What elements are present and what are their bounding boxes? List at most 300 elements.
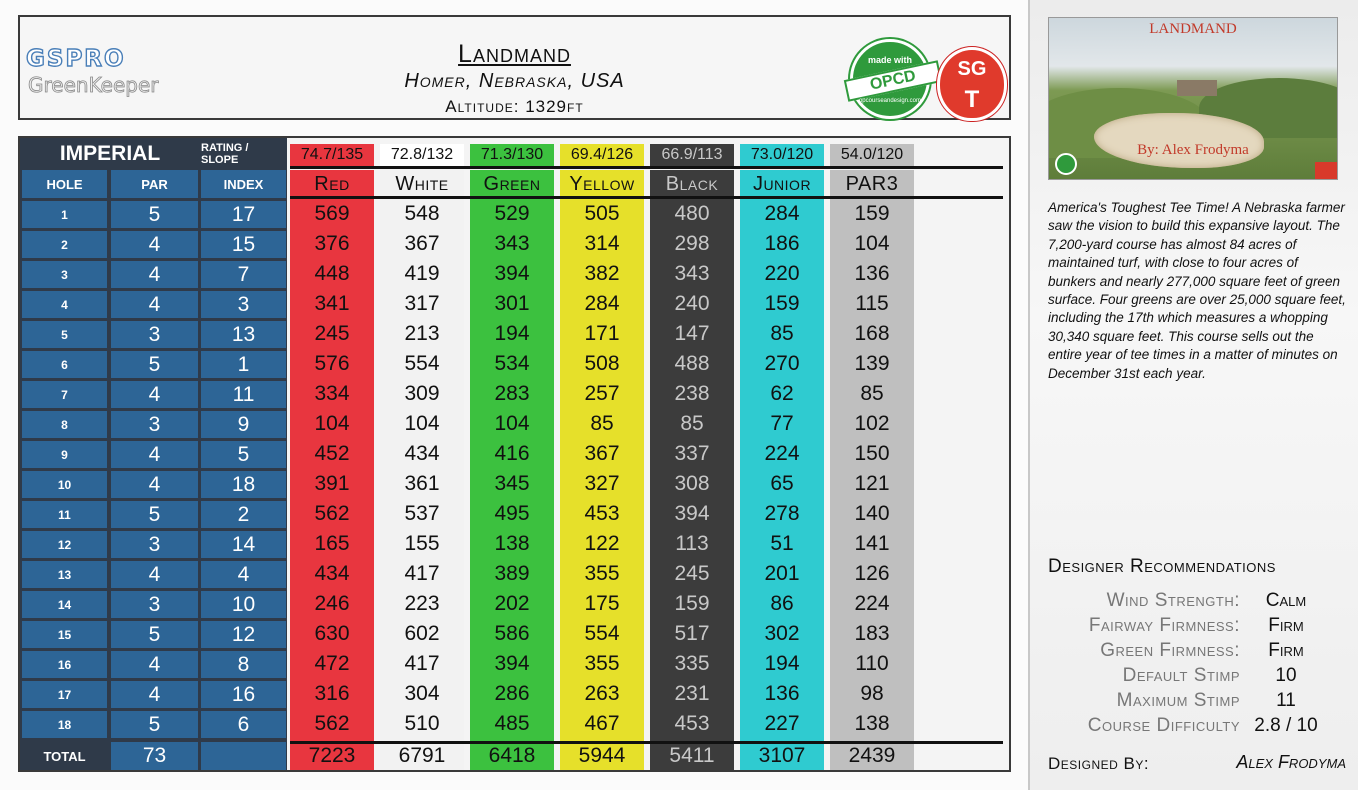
yardage-cell: 159 <box>854 202 890 225</box>
total-label: TOTAL <box>22 742 107 770</box>
yardage-cell: 517 <box>674 622 710 645</box>
yardage-cell: 453 <box>674 712 710 735</box>
hole-number-cell <box>22 351 107 378</box>
par-cell-value: 4 <box>148 232 161 256</box>
yardage-cell: 304 <box>404 682 440 705</box>
index-cell-value: 3 <box>237 292 250 316</box>
yardage-cell: 155 <box>404 532 440 555</box>
yardage-cell: 283 <box>494 382 530 405</box>
hole-number-cell-value: 17 <box>57 687 72 702</box>
yardage-cell: 150 <box>854 442 890 465</box>
hole-column-header: HOLE <box>22 170 107 198</box>
yardage-cell: 391 <box>314 472 350 495</box>
hole-number-cell-value: 1 <box>61 207 68 222</box>
index-cell <box>201 321 286 348</box>
yardage-cell: 245 <box>314 322 350 345</box>
yardage-cell: 337 <box>674 442 710 465</box>
yardage-cell: 122 <box>584 532 620 555</box>
yardage-cell: 104 <box>494 412 530 435</box>
index-cell <box>201 561 286 588</box>
yardage-cell: 416 <box>494 442 530 465</box>
hole-number-cell-value: 7 <box>61 387 68 402</box>
recommendation-value: 2.8 / 10 <box>1254 715 1318 736</box>
index-cell-value: 18 <box>231 472 256 496</box>
tee-total: 7223 <box>308 744 356 767</box>
index-cell <box>201 501 286 528</box>
yardage-cell: 367 <box>404 232 440 255</box>
hole-number-cell <box>22 411 107 438</box>
hole-number-cell <box>22 291 107 318</box>
index-cell-value: 2 <box>237 502 250 526</box>
par-cell <box>111 291 198 318</box>
yardage-cell: 316 <box>314 682 350 705</box>
hole-number-cell-value: 4 <box>61 297 68 312</box>
index-cell-value: 6 <box>237 712 250 736</box>
index-cell <box>201 201 286 228</box>
yardage-cell: 257 <box>584 382 620 405</box>
tee-name: PAR3 <box>830 170 914 198</box>
hole-number-cell <box>22 501 107 528</box>
yardage-cell: 630 <box>314 622 350 645</box>
sgt-badge-icon <box>937 47 1007 121</box>
opcd-badge-icon <box>850 39 930 119</box>
yardage-cell: 448 <box>314 262 350 285</box>
tee-column-par3 <box>830 138 914 770</box>
tee-total: 2439 <box>848 744 896 767</box>
gspro-logo: GSPRO <box>26 46 126 72</box>
course-altitude: Altitude: 1329ft <box>445 97 584 116</box>
par-cell <box>111 711 198 738</box>
yardage-cell: 98 <box>860 682 884 705</box>
par-cell-value: 4 <box>148 562 161 586</box>
hole-number-cell <box>22 681 107 708</box>
index-cell <box>201 381 286 408</box>
yardage-cell: 85 <box>770 322 794 345</box>
index-cell <box>201 531 286 558</box>
yardage-cell: 355 <box>584 652 620 675</box>
yardage-cell: 586 <box>494 622 530 645</box>
index-cell <box>201 291 286 318</box>
yardage-cell: 537 <box>404 502 440 525</box>
yardage-cell: 175 <box>584 592 620 615</box>
recommendation-row <box>1036 665 1358 690</box>
yardage-cell: 183 <box>854 622 890 645</box>
preview-title: LANDMAND <box>1149 21 1237 37</box>
hole-number-cell <box>22 531 107 558</box>
recommendation-row <box>1036 715 1358 740</box>
recommendation-label: Fairway Firmness: <box>1088 615 1240 636</box>
index-cell-value: 1 <box>237 352 250 376</box>
yardage-cell: 417 <box>404 652 440 675</box>
yardage-cell: 301 <box>494 292 530 315</box>
yardage-cell: 394 <box>674 502 710 525</box>
par-cell-value: 4 <box>148 262 161 286</box>
preview-clubhouse <box>1177 80 1217 96</box>
yardage-cell: 126 <box>854 562 890 585</box>
index-cell-value: 17 <box>231 202 256 226</box>
yardage-cell: 376 <box>314 232 350 255</box>
scorecard-header <box>18 15 1011 120</box>
yardage-cell: 308 <box>674 472 710 495</box>
yardage-cell: 104 <box>314 412 350 435</box>
index-cell <box>201 231 286 258</box>
hole-number-cell <box>22 441 107 468</box>
yardage-cell: 508 <box>584 352 620 375</box>
yardage-cell: 86 <box>770 592 794 615</box>
yardage-cell: 136 <box>854 262 890 285</box>
opcd-badge-bottom-text: opcourseandesign.com <box>858 98 922 104</box>
recommendation-label: Maximum Stimp <box>1116 690 1240 711</box>
yardage-cell: 467 <box>584 712 620 735</box>
yardage-cell: 394 <box>494 652 530 675</box>
par-cell-value: 4 <box>148 382 161 406</box>
index-cell-value: 14 <box>231 532 256 556</box>
par-cell <box>111 531 198 558</box>
yardage-cell: 62 <box>770 382 794 405</box>
yardage-cell: 554 <box>404 352 440 375</box>
index-cell-value: 10 <box>231 592 256 616</box>
recommendation-row <box>1036 690 1358 715</box>
tee-yardage-list <box>830 199 914 770</box>
par-cell-value: 4 <box>148 682 161 706</box>
course-info-panel <box>1036 0 1358 790</box>
yardage-cell: 569 <box>314 202 350 225</box>
yardage-cell: 65 <box>770 472 794 495</box>
hole-number-cell-value: 13 <box>57 567 72 582</box>
recommendation-row <box>1036 615 1358 640</box>
par-cell-value: 5 <box>148 352 161 376</box>
yardage-cell: 343 <box>494 232 530 255</box>
header-divider-top <box>290 166 1003 169</box>
tee-yardage-list <box>740 199 824 770</box>
tee-column-red <box>290 138 374 770</box>
hole-number-cell <box>22 591 107 618</box>
tee-rating: 54.0/120 <box>830 144 914 166</box>
index-cell <box>201 351 286 378</box>
tee-yardage-list <box>290 199 374 770</box>
par-cell <box>111 351 198 378</box>
yardage-cell: 240 <box>674 292 710 315</box>
par-cell-value: 5 <box>148 712 161 736</box>
par-cell <box>111 681 198 708</box>
index-column-header: INDEX <box>201 170 286 198</box>
tee-rating: 74.7/135 <box>290 144 374 166</box>
opcd-badge-main-text: OPCD <box>844 60 942 101</box>
units-label: IMPERIAL <box>22 140 198 168</box>
index-cell <box>201 681 286 708</box>
par-cell <box>111 621 198 648</box>
yardage-cell: 345 <box>494 472 530 495</box>
yardage-cell: 361 <box>404 472 440 495</box>
par-cell-value: 5 <box>148 622 161 646</box>
yardage-cell: 51 <box>770 532 794 555</box>
hole-number-cell-value: 9 <box>61 447 68 462</box>
par-cell <box>111 231 198 258</box>
yardage-cell: 77 <box>770 412 794 435</box>
rating-slope-label: RATING / SLOPE <box>201 140 286 168</box>
hole-number-cell <box>22 321 107 348</box>
yardage-cell: 434 <box>404 442 440 465</box>
par-cell-value: 5 <box>148 502 161 526</box>
yardage-cell: 194 <box>494 322 530 345</box>
par-cell <box>111 261 198 288</box>
tee-name: Red <box>290 170 374 198</box>
yardage-cell: 334 <box>314 382 350 405</box>
par-column-header: PAR <box>111 170 198 198</box>
yardage-cell: 309 <box>404 382 440 405</box>
hole-number-cell <box>22 621 107 648</box>
yardage-cell: 505 <box>584 202 620 225</box>
par-cell-value: 3 <box>148 532 161 556</box>
tee-column-yellow <box>560 138 644 770</box>
yardage-cell: 159 <box>764 292 800 315</box>
recommendations-title: Designer Recommendations <box>1048 556 1276 577</box>
yardage-cell: 355 <box>584 562 620 585</box>
tee-name: Green <box>470 170 554 198</box>
designed-by-label: Designed By: <box>1048 754 1150 773</box>
hole-number-cell-value: 2 <box>61 237 68 252</box>
index-cell-value: 7 <box>237 262 250 286</box>
yardage-cell: 104 <box>404 412 440 435</box>
par-cell-value: 4 <box>148 442 161 466</box>
yardage-cell: 419 <box>404 262 440 285</box>
yardage-cell: 510 <box>404 712 440 735</box>
sgt-badge-bottom-text: T <box>964 86 980 113</box>
tee-column-junior <box>740 138 824 770</box>
yardage-cell: 238 <box>674 382 710 405</box>
yardage-cell: 341 <box>314 292 350 315</box>
tee-column-black <box>650 138 734 770</box>
yardage-cell: 246 <box>314 592 350 615</box>
total-divider <box>290 741 1003 744</box>
tee-rating: 69.4/126 <box>560 144 644 166</box>
index-cell-value: 5 <box>237 442 250 466</box>
hole-number-cell <box>22 231 107 258</box>
yardage-cell: 138 <box>854 712 890 735</box>
yardage-cell: 534 <box>494 352 530 375</box>
hole-number-cell <box>22 261 107 288</box>
yardage-cell: 140 <box>854 502 890 525</box>
yardage-cell: 394 <box>494 262 530 285</box>
course-location: Homer, Nebraska, USA <box>404 70 625 92</box>
index-cell <box>201 591 286 618</box>
yardage-cell: 227 <box>764 712 800 735</box>
hole-number-cell-value: 12 <box>57 537 72 552</box>
index-cell-value: 4 <box>237 562 250 586</box>
par-cell-value: 3 <box>148 412 161 436</box>
yardage-cell: 224 <box>764 442 800 465</box>
tee-rating: 73.0/120 <box>740 144 824 166</box>
yardage-cell: 472 <box>314 652 350 675</box>
yardage-cell: 452 <box>314 442 350 465</box>
yardage-cell: 194 <box>764 652 800 675</box>
par-cell <box>111 651 198 678</box>
tee-yardage-list <box>560 199 644 770</box>
index-cell-value: 9 <box>237 412 250 436</box>
par-cell <box>111 591 198 618</box>
index-cell-value: 15 <box>231 232 256 256</box>
yardage-cell: 554 <box>584 622 620 645</box>
yardage-cell: 314 <box>584 232 620 255</box>
course-description: America's Toughest Tee Time! A Nebraska farmer saw the vision to build this expansive layout. The 7,200-yard course has almost 84 acres of maintained turf, with close to four acres of bunkers and nearly 277,000 square feet of green surface. Four greens are over 25,000 square feet, including the 17th which measures a whopping 30,340 square feet. This course sells out the entire year of tee times in a matter of minutes on December 31st each year. <box>1048 200 1346 381</box>
scorecard-table <box>18 136 1011 772</box>
hole-number-cell-value: 10 <box>57 477 72 492</box>
tee-total: 5944 <box>578 744 626 767</box>
tee-total: 6418 <box>488 744 536 767</box>
par-cell <box>111 471 198 498</box>
tee-rating: 72.8/132 <box>380 144 464 166</box>
tee-yardage-list <box>380 199 464 770</box>
course-preview-image <box>1048 17 1338 180</box>
index-cell <box>201 711 286 738</box>
par-cell-value: 3 <box>148 592 161 616</box>
index-cell-value: 13 <box>231 322 256 346</box>
yardage-cell: 138 <box>494 532 530 555</box>
yardage-cell: 270 <box>764 352 800 375</box>
yardage-cell: 85 <box>860 382 884 405</box>
par-cell-value: 4 <box>148 292 161 316</box>
yardage-cell: 136 <box>764 682 800 705</box>
hole-number-cell <box>22 201 107 228</box>
yardage-cell: 382 <box>584 262 620 285</box>
hole-number-cell-value: 8 <box>61 417 68 432</box>
yardage-cell: 562 <box>314 712 350 735</box>
hole-number-cell-value: 6 <box>61 357 68 372</box>
tee-rating: 71.3/130 <box>470 144 554 166</box>
yardage-cell: 453 <box>584 502 620 525</box>
index-cell <box>201 441 286 468</box>
par-cell <box>111 501 198 528</box>
greenkeeper-logo: GreenKeeper <box>28 73 159 97</box>
yardage-cell: 115 <box>855 292 889 315</box>
par-cell-value: 5 <box>148 202 161 226</box>
hole-number-cell <box>22 381 107 408</box>
par-cell <box>111 321 198 348</box>
yardage-cell: 278 <box>764 502 800 525</box>
index-cell <box>201 651 286 678</box>
preview-corner-mark <box>1315 162 1337 180</box>
recommendation-label: Course Difficulty <box>1087 715 1240 736</box>
yardage-cell: 576 <box>314 352 350 375</box>
yardage-cell: 201 <box>764 562 800 585</box>
tee-name: White <box>380 170 464 198</box>
yardage-cell: 263 <box>584 682 620 705</box>
hole-number-cell-value: 15 <box>57 627 72 642</box>
par-cell <box>111 201 198 228</box>
recommendation-row <box>1036 590 1358 615</box>
yardage-cell: 213 <box>404 322 440 345</box>
tee-name: Junior <box>740 170 824 198</box>
recommendation-row <box>1036 640 1358 665</box>
yardage-cell: 327 <box>584 472 620 495</box>
index-cell-value: 8 <box>237 652 250 676</box>
yardage-cell: 113 <box>675 532 709 555</box>
recommendation-label: Wind Strength: <box>1106 590 1240 611</box>
hole-number-cell-value: 18 <box>57 717 72 732</box>
yardage-cell: 121 <box>854 472 890 495</box>
yardage-cell: 202 <box>494 592 530 615</box>
yardage-cell: 417 <box>404 562 440 585</box>
yardage-cell: 367 <box>584 442 620 465</box>
par-cell-value: 4 <box>148 472 161 496</box>
yardage-cell: 434 <box>314 562 350 585</box>
yardage-cell: 231 <box>674 682 710 705</box>
yardage-cell: 110 <box>855 652 889 675</box>
yardage-cell: 220 <box>764 262 800 285</box>
hole-number-cell <box>22 471 107 498</box>
yardage-cell: 298 <box>674 232 710 255</box>
par-cell <box>111 381 198 408</box>
par-cell-value: 4 <box>148 652 161 676</box>
yardage-cell: 529 <box>494 202 530 225</box>
yardage-cell: 317 <box>404 292 440 315</box>
yardage-cell: 602 <box>404 622 440 645</box>
par-cell-value: 3 <box>148 322 161 346</box>
recommendation-value: Firm <box>1268 615 1304 636</box>
hole-number-cell-value: 14 <box>57 597 72 612</box>
recommendation-value: Calm <box>1265 590 1307 611</box>
preview-bunker <box>1094 113 1264 168</box>
hole-number-cell-value: 11 <box>58 507 71 522</box>
yardage-cell: 488 <box>674 352 710 375</box>
yardage-cell: 495 <box>494 502 530 525</box>
tee-column-green <box>470 138 554 770</box>
tee-yardage-list <box>650 199 734 770</box>
recommendation-value: Firm <box>1268 640 1304 661</box>
tee-name: Black <box>650 170 734 198</box>
yardage-cell: 343 <box>674 262 710 285</box>
yardage-cell: 224 <box>854 592 890 615</box>
yardage-cell: 335 <box>674 652 710 675</box>
yardage-cell: 286 <box>494 682 530 705</box>
tee-rating: 66.9/113 <box>650 144 734 166</box>
yardage-cell: 284 <box>584 292 620 315</box>
hole-number-cell-value: 16 <box>57 657 72 672</box>
index-cell <box>201 471 286 498</box>
preview-byline: By: Alex Frodyma <box>1137 142 1249 158</box>
recommendation-label: Default Stimp <box>1122 665 1240 686</box>
course-title: Landmand <box>458 40 571 68</box>
yardage-cell: 171 <box>584 322 620 345</box>
recommendation-value: 10 <box>1275 665 1297 686</box>
tee-total: 3107 <box>758 744 806 767</box>
hole-number-cell-value: 3 <box>61 267 68 282</box>
yardage-cell: 389 <box>494 562 530 585</box>
yardage-cell: 548 <box>404 202 440 225</box>
yardage-cell: 147 <box>674 322 710 345</box>
yardage-cell: 223 <box>404 592 440 615</box>
hole-number-cell-value: 5 <box>61 327 68 342</box>
yardage-cell: 186 <box>764 232 800 255</box>
par-cell <box>111 411 198 438</box>
recommendation-value: 11 <box>1276 690 1296 711</box>
recommendation-label: Green Firmness: <box>1100 640 1240 661</box>
yardage-cell: 245 <box>674 562 710 585</box>
index-cell <box>201 411 286 438</box>
index-cell <box>201 261 286 288</box>
tee-yardage-list <box>470 199 554 770</box>
par-cell <box>111 441 198 468</box>
yardage-cell: 85 <box>590 412 614 435</box>
tee-total: 5411 <box>669 744 715 767</box>
yardage-cell: 139 <box>854 352 890 375</box>
index-cell-value: 16 <box>231 682 256 706</box>
preview-opcd-icon <box>1055 153 1077 175</box>
hole-number-cell <box>22 561 107 588</box>
tee-name: Yellow <box>560 170 644 198</box>
yardage-cell: 485 <box>494 712 530 735</box>
opcd-badge-top-text: made with <box>867 55 912 65</box>
